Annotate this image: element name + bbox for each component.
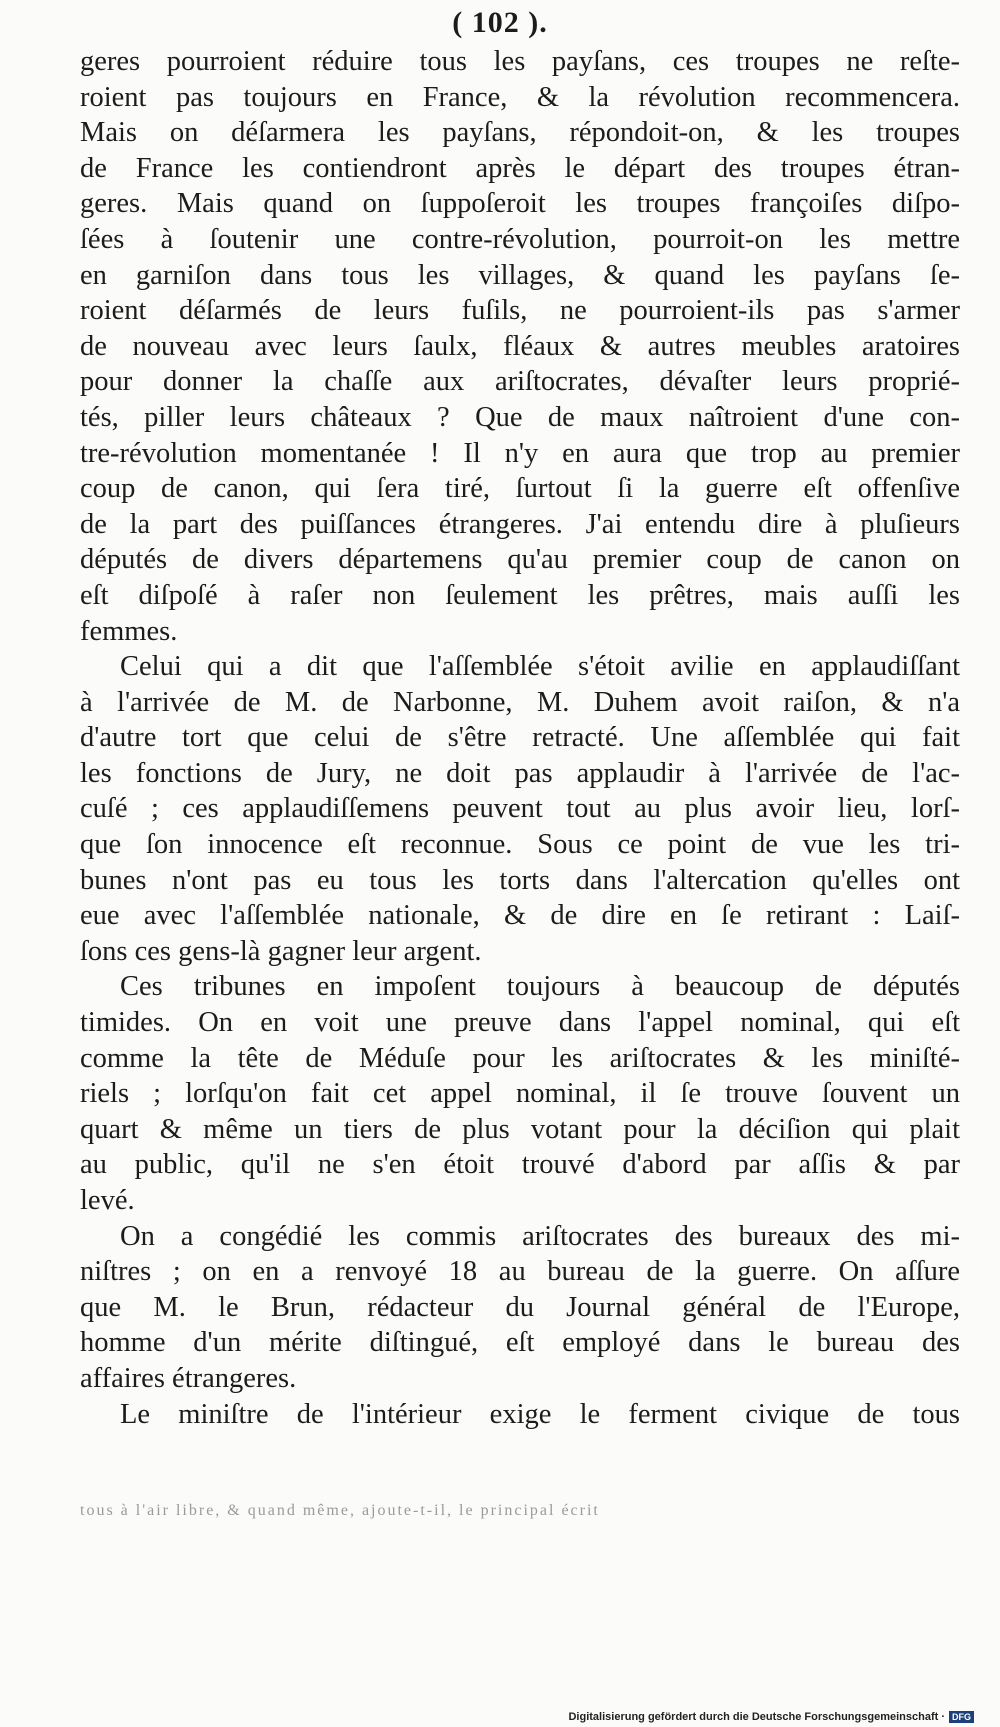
text-line-content: cuſé ; ces applaudiſſemens peuvent tout au plus avoir lieu, lorſ- (80, 793, 960, 825)
body-text (80, 44, 960, 1432)
text-line (80, 115, 960, 151)
text-line-content: roient déſarmés de leurs fuſils, ne pourroient-ils pas s'armer (80, 295, 960, 327)
text-line-content: quart & même un tiers de plus votant pour la déciſion qui plait (80, 1113, 960, 1145)
text-line-content: tés, piller leurs châteaux ? Que de maux naîtroient d'une con- (80, 401, 960, 433)
text-line (80, 1361, 960, 1397)
text-line-content: riels ; lorſqu'on fait cet appel nominal, il ſe trouve ſouvent un (80, 1078, 960, 1110)
text-line-content: coup de canon, qui ſera tiré, ſurtout ſi la guerre eſt offenſive (80, 473, 960, 505)
text-line (80, 400, 960, 436)
text-line-content: de la part des puiſſances étrangeres. J'ai entendu dire à pluſieurs (80, 508, 960, 540)
text-line-content: Le miniſtre de l'intérieur exige le ferment civique de tous (120, 1398, 960, 1430)
text-line-content: au public, qu'il ne s'en étoit trouvé d'abord par aſſis & par (80, 1149, 960, 1181)
text-line-content: eue avec l'aſſemblée nationale, & de dire en ſe retirant : Laiſ- (80, 900, 960, 932)
text-line (80, 934, 960, 970)
text-line-content: que M. le Brun, rédacteur du Journal général de l'Europe, (80, 1291, 960, 1323)
text-line-content: de nouveau avec leurs ſaulx, fléaux & autres meubles aratoires (80, 330, 960, 362)
text-line (80, 471, 960, 507)
text-line-content: geres. Mais quand on ſuppoſeroit les troupes françoiſes diſpo- (80, 188, 960, 220)
text-line (80, 863, 960, 899)
text-line (80, 80, 960, 116)
text-line (80, 44, 960, 80)
digitization-credit (568, 1711, 974, 1723)
text-line-content: roient pas toujours en France, & la révolution recommencera. (80, 81, 960, 113)
text-line-content: les fonctions de Jury, ne doit pas applaudir à l'arrivée de l'ac- (80, 757, 960, 789)
text-line (80, 1325, 960, 1361)
text-line-content: affaires étrangeres. (80, 1362, 297, 1394)
text-line (80, 222, 960, 258)
text-line-content: eſt diſpoſé à raſer non ſeulement les prêtres, mais auſſi les (80, 579, 960, 611)
text-line (80, 436, 960, 472)
text-line (80, 1112, 960, 1148)
text-line (80, 827, 960, 863)
text-line-content: timides. On en voit une preuve dans l'appel nominal, qui eſt (80, 1007, 960, 1039)
text-line-content: à l'arrivée de M. de Narbonne, M. Duhem avoit raiſon, & n'a (80, 686, 960, 718)
page-number: ( 102 ). (452, 6, 548, 39)
text-line-content: On a congédié les commis ariſtocrates des bureaux des mi- (120, 1220, 960, 1252)
text-line-content: en garniſon dans tous les villages, & quand les payſans ſe- (80, 259, 960, 291)
text-line-content: Mais on déſarmera les payſans, répondoit-on, & les troupes (80, 117, 960, 149)
text-line (80, 1290, 960, 1326)
text-line (80, 791, 960, 827)
text-line-content: geres pourroient réduire tous les payſans, ces troupes ne reſte- (80, 46, 960, 77)
text-line-content: ſons ces gens-là gagner leur argent. (80, 935, 482, 967)
text-line (80, 685, 960, 721)
text-line-content: comme la tête de Méduſe pour les ariſtocrates & les miniſté- (80, 1042, 960, 1074)
text-line-content: Celui qui a dit que l'aſſemblée s'étoit avilie en applaudiſſant (120, 651, 960, 683)
text-line (80, 364, 960, 400)
text-line-content: que ſon innocence eſt reconnue. Sous ce point de vue les tri- (80, 829, 960, 861)
text-line-content: bunes n'ont pas eu tous les torts dans l'altercation qu'elles ont (80, 864, 960, 896)
text-line (80, 578, 960, 614)
text-line-content: niſtres ; on en a renvoyé 18 au bureau de la guerre. On aſſure (80, 1256, 960, 1288)
text-line (80, 151, 960, 187)
text-line (80, 1147, 960, 1183)
text-line (80, 1076, 960, 1112)
text-line (80, 1041, 960, 1077)
text-line-content: tre-révolution momentanée ! Il n'y en aura que trop au premier (80, 437, 960, 469)
text-line (80, 1397, 960, 1433)
text-line-content: ſées à ſoutenir une contre-révolution, pourroit-on les mettre (80, 223, 960, 255)
text-line (80, 507, 960, 543)
text-line (80, 542, 960, 578)
text-line-content: femmes. (80, 615, 178, 647)
text-line (80, 258, 960, 294)
text-line-content: d'autre tort que celui de s'être retracté. Une aſſemblée qui fait (80, 722, 960, 754)
text-line-content: députés de divers départemens qu'au premier coup de canon on (80, 544, 960, 576)
text-line (80, 329, 960, 365)
text-line (80, 1254, 960, 1290)
dfg-logo: DFG (949, 1711, 974, 1723)
text-line-content: de France les contiendront après le départ des troupes étran- (80, 152, 960, 184)
text-line (80, 756, 960, 792)
text-line-content: levé. (80, 1185, 135, 1216)
text-line-content: Ces tribunes en impoſent toujours à beaucoup de députés (120, 971, 960, 1003)
text-line (80, 720, 960, 756)
text-line (80, 649, 960, 685)
text-line (80, 293, 960, 329)
text-line (80, 1219, 960, 1255)
text-line (80, 614, 960, 650)
credit-text: Digitalisierung gefördert durch die Deutsche Forschungsgemeinschaft · (568, 1711, 945, 1723)
text-line (80, 969, 960, 1005)
text-line-content: pour donner la chaſſe aux ariſtocrates, dévaſter leurs proprié- (80, 366, 960, 398)
text-line (80, 1183, 960, 1219)
text-line-content: homme d'un mérite diſtingué, eſt employé dans le bureau des (80, 1327, 960, 1359)
text-line (80, 186, 960, 222)
text-line (80, 898, 960, 934)
bleed-through-text: tous à l'air libre, & quand même, ajoute-t-il, le principal écrit (80, 1502, 600, 1519)
text-line (80, 1005, 960, 1041)
